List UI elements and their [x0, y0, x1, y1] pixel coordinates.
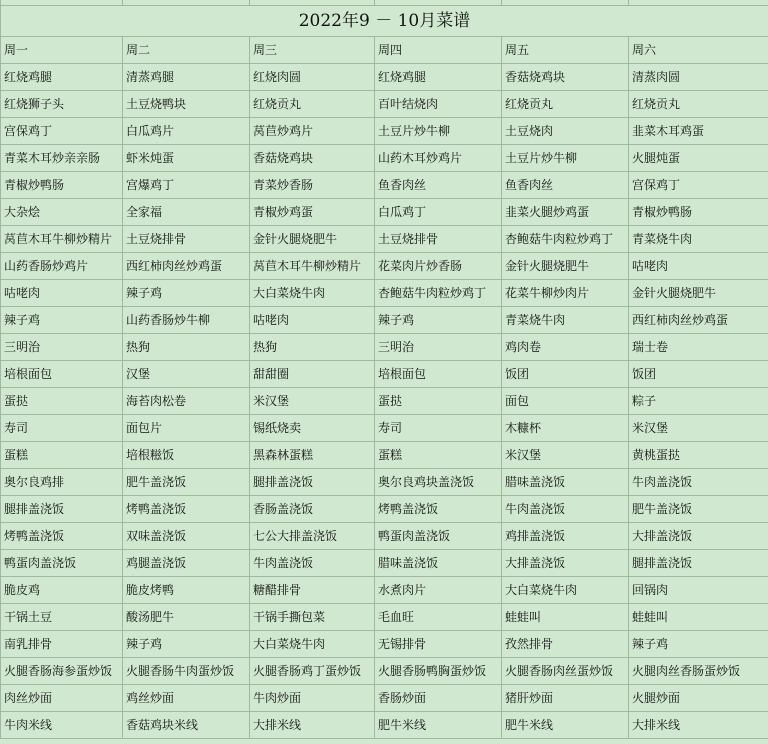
menu-cell[interactable]: 大排米线	[629, 712, 768, 739]
weekday-header[interactable]: 周四	[375, 37, 502, 64]
menu-cell[interactable]: 火腿炖蛋	[629, 145, 768, 172]
menu-cell[interactable]: 水煮肉片	[375, 577, 502, 604]
table-row	[1, 523, 768, 550]
menu-cell[interactable]: 干锅手撕包菜	[250, 604, 375, 631]
menu-cell[interactable]: 香肠炒面	[375, 685, 502, 712]
menu-cell[interactable]: 莴苣木耳牛柳炒精片	[1, 226, 123, 253]
menu-cell[interactable]: 面包	[502, 388, 629, 415]
menu-cell[interactable]: 大白菜烧牛肉	[250, 631, 375, 658]
menu-cell[interactable]: 肥牛米线	[502, 712, 629, 739]
menu-cell[interactable]: 土豆烧排骨	[123, 226, 250, 253]
menu-cell[interactable]: 青椒炒鸭肠	[1, 172, 123, 199]
menu-cell[interactable]: 腿排盖浇饭	[629, 550, 768, 577]
menu-cell[interactable]: 青椒炒鸭肠	[629, 199, 768, 226]
table-row	[1, 172, 768, 199]
table-row	[1, 226, 768, 253]
menu-cell[interactable]: 蛙蛙叫	[502, 604, 629, 631]
menu-cell[interactable]: 猪肝炒面	[502, 685, 629, 712]
menu-cell[interactable]: 米汉堡	[250, 388, 375, 415]
menu-cell[interactable]: 金针火腿烧肥牛	[629, 280, 768, 307]
menu-cell[interactable]: 腿排盖浇饭	[250, 469, 375, 496]
menu-cell[interactable]: 肥牛盖浇饭	[123, 469, 250, 496]
menu-cell[interactable]: 山药木耳炒鸡片	[375, 145, 502, 172]
table-row	[1, 199, 768, 226]
menu-cell[interactable]: 干锅土豆	[1, 604, 123, 631]
weekday-header[interactable]: 周六	[629, 37, 768, 64]
menu-cell[interactable]: 红烧贡丸	[629, 91, 768, 118]
menu-cell[interactable]: 大排米线	[250, 712, 375, 739]
menu-cell[interactable]: 青菜烧牛肉	[502, 307, 629, 334]
menu-cell[interactable]: 宫保鸡丁	[629, 172, 768, 199]
menu-cell[interactable]: 西红柿肉丝炒鸡蛋	[123, 253, 250, 280]
menu-cell[interactable]: 黄桃蛋挞	[629, 442, 768, 469]
table-row	[1, 307, 768, 334]
menu-cell[interactable]: 咕咾肉	[629, 253, 768, 280]
menu-cell[interactable]: 肥牛盖浇饭	[629, 496, 768, 523]
menu-cell[interactable]: 杏鲍菇牛肉粒炒鸡丁	[502, 226, 629, 253]
title-row	[1, 6, 768, 37]
menu-cell[interactable]: 香菇烧鸡块	[502, 64, 629, 91]
menu-cell[interactable]: 鸡丝炒面	[123, 685, 250, 712]
menu-cell[interactable]: 米汉堡	[629, 415, 768, 442]
menu-cell[interactable]: 毛血旺	[375, 604, 502, 631]
menu-cell[interactable]: 山药香肠炒牛柳	[123, 307, 250, 334]
menu-cell[interactable]: 大排盖浇饭	[502, 550, 629, 577]
menu-cell[interactable]: 木糠杯	[502, 415, 629, 442]
menu-cell[interactable]: 锡纸烧卖	[250, 415, 375, 442]
menu-cell[interactable]: 牛肉盖浇饭	[250, 550, 375, 577]
menu-cell[interactable]: 孜然排骨	[502, 631, 629, 658]
menu-cell[interactable]: 黑森林蛋糕	[250, 442, 375, 469]
menu-cell[interactable]: 红烧贡丸	[502, 91, 629, 118]
table-row	[1, 91, 768, 118]
weekday-header-row	[1, 37, 768, 64]
table-row	[1, 118, 768, 145]
menu-cell[interactable]: 山药香肠炒鸡片	[1, 253, 123, 280]
menu-cell[interactable]: 米汉堡	[502, 442, 629, 469]
menu-cell[interactable]: 莴苣木耳牛柳炒精片	[250, 253, 375, 280]
weekday-header[interactable]: 周一	[1, 37, 123, 64]
menu-cell[interactable]: 花菜牛柳炒肉片	[502, 280, 629, 307]
menu-cell[interactable]: 虾米炖蛋	[123, 145, 250, 172]
menu-cell[interactable]: 香菇鸡块米线	[123, 712, 250, 739]
menu-cell[interactable]: 蛋糕	[375, 442, 502, 469]
menu-cell[interactable]: 烤鸭盖浇饭	[375, 496, 502, 523]
table-row	[1, 253, 768, 280]
menu-cell[interactable]: 无锡排骨	[375, 631, 502, 658]
menu-cell[interactable]: 腊味盖浇饭	[375, 550, 502, 577]
menu-cell[interactable]: 莴苣炒鸡片	[250, 118, 375, 145]
menu-cell[interactable]: 全家福	[123, 199, 250, 226]
menu-cell[interactable]: 辣子鸡	[123, 280, 250, 307]
menu-cell[interactable]: 香菇烧鸡块	[250, 145, 375, 172]
menu-cell[interactable]: 酸汤肥牛	[123, 604, 250, 631]
table-row	[1, 712, 768, 739]
menu-cell[interactable]: 烤鸭盖浇饭	[1, 523, 123, 550]
sheet-title[interactable]: 2022年9 － 10月菜谱	[1, 6, 768, 37]
menu-cell[interactable]: 蛋挞	[1, 388, 123, 415]
menu-cell[interactable]: 海苔肉松卷	[123, 388, 250, 415]
menu-cell[interactable]: 红烧肉圆	[250, 64, 375, 91]
table-row	[1, 64, 768, 91]
table-row	[1, 145, 768, 172]
menu-cell[interactable]: 宫爆鸡丁	[123, 172, 250, 199]
menu-cell[interactable]: 火腿炒面	[629, 685, 768, 712]
menu-cell[interactable]: 花菜肉片炒香肠	[375, 253, 502, 280]
menu-cell[interactable]: 鸭蛋肉盖浇饭	[375, 523, 502, 550]
menu-cell[interactable]: 土豆烧肉	[502, 118, 629, 145]
menu-cell[interactable]: 白瓜鸡丁	[375, 199, 502, 226]
menu-cell[interactable]: 蛙蛙叫	[629, 604, 768, 631]
table-row	[1, 631, 768, 658]
menu-cell[interactable]: 红烧鸡腿	[1, 64, 123, 91]
menu-cell[interactable]: 火腿香肠肉丝蛋炒饭	[502, 658, 629, 685]
menu-cell[interactable]: 土豆片炒牛柳	[375, 118, 502, 145]
menu-cell[interactable]: 肥牛米线	[375, 712, 502, 739]
menu-cell[interactable]: 火腿香肠海参蛋炒饭	[1, 658, 123, 685]
menu-cell[interactable]: 牛肉盖浇饭	[502, 496, 629, 523]
menu-cell[interactable]: 金针火腿烧肥牛	[250, 226, 375, 253]
menu-cell[interactable]: 南乳排骨	[1, 631, 123, 658]
table-row	[1, 577, 768, 604]
menu-cell[interactable]: 西红柿肉丝炒鸡蛋	[629, 307, 768, 334]
menu-cell[interactable]: 奥尔良鸡排	[1, 469, 123, 496]
table-row	[1, 442, 768, 469]
table-row	[1, 388, 768, 415]
menu-cell[interactable]: 寿司	[375, 415, 502, 442]
menu-cell[interactable]: 汉堡	[123, 361, 250, 388]
menu-cell[interactable]: 大杂烩	[1, 199, 123, 226]
menu-cell[interactable]: 咕咾肉	[250, 307, 375, 334]
table-row	[1, 658, 768, 685]
menu-cell[interactable]: 清蒸鸡腿	[123, 64, 250, 91]
menu-cell[interactable]: 寿司	[1, 415, 123, 442]
menu-cell[interactable]: 甜甜圈	[250, 361, 375, 388]
menu-cell[interactable]: 瑞士卷	[629, 334, 768, 361]
menu-cell[interactable]: 辣子鸡	[123, 631, 250, 658]
menu-cell[interactable]: 宫保鸡丁	[1, 118, 123, 145]
menu-cell[interactable]: 清蒸肉圆	[629, 64, 768, 91]
table-row	[1, 496, 768, 523]
menu-cell[interactable]: 大白菜烧牛肉	[250, 280, 375, 307]
menu-cell[interactable]: 热狗	[250, 334, 375, 361]
menu-cell[interactable]: 白瓜鸡片	[123, 118, 250, 145]
menu-cell[interactable]: 火腿肉丝香肠蛋炒饭	[629, 658, 768, 685]
menu-cell[interactable]: 红烧狮子头	[1, 91, 123, 118]
menu-cell[interactable]: 香肠盖浇饭	[250, 496, 375, 523]
menu-cell[interactable]: 鸡排盖浇饭	[502, 523, 629, 550]
menu-cell[interactable]: 土豆片炒牛柳	[502, 145, 629, 172]
menu-cell[interactable]: 辣子鸡	[629, 631, 768, 658]
weekday-header[interactable]: 周五	[502, 37, 629, 64]
table-row	[1, 280, 768, 307]
menu-cell[interactable]: 青菜木耳炒亲亲肠	[1, 145, 123, 172]
menu-cell[interactable]: 糖醋排骨	[250, 577, 375, 604]
menu-cell[interactable]: 腊味盖浇饭	[502, 469, 629, 496]
menu-cell[interactable]: 蛋糕	[1, 442, 123, 469]
table-row	[1, 334, 768, 361]
table-row	[1, 550, 768, 577]
menu-cell[interactable]: 腿排盖浇饭	[1, 496, 123, 523]
menu-cell[interactable]: 蛋挞	[375, 388, 502, 415]
menu-cell[interactable]: 三明治	[1, 334, 123, 361]
menu-cell[interactable]: 土豆烧鸭块	[123, 91, 250, 118]
menu-cell[interactable]: 牛肉米线	[1, 712, 123, 739]
menu-cell[interactable]: 辣子鸡	[375, 307, 502, 334]
table-row	[1, 361, 768, 388]
menu-cell[interactable]: 韭菜木耳鸡蛋	[629, 118, 768, 145]
menu-cell[interactable]: 双味盖浇饭	[123, 523, 250, 550]
menu-cell[interactable]: 火腿香肠鸡丁蛋炒饭	[250, 658, 375, 685]
menu-cell[interactable]: 火腿香肠鸭胸蛋炒饭	[375, 658, 502, 685]
table-row	[1, 685, 768, 712]
menu-cell[interactable]: 青菜炒香肠	[250, 172, 375, 199]
menu-cell[interactable]: 百叶结烧肉	[375, 91, 502, 118]
table-row	[1, 604, 768, 631]
menu-cell[interactable]: 土豆烧排骨	[375, 226, 502, 253]
menu-cell[interactable]: 鱼香肉丝	[375, 172, 502, 199]
menu-cell[interactable]: 青菜烧牛肉	[629, 226, 768, 253]
menu-cell[interactable]: 脆皮烤鸭	[123, 577, 250, 604]
menu-cell[interactable]: 大白菜烧牛肉	[502, 577, 629, 604]
menu-cell[interactable]: 辣子鸡	[1, 307, 123, 334]
menu-cell[interactable]: 三明治	[375, 334, 502, 361]
menu-cell[interactable]: 牛肉炒面	[250, 685, 375, 712]
menu-cell[interactable]: 红烧贡丸	[250, 91, 375, 118]
menu-cell[interactable]: 饭团	[629, 361, 768, 388]
menu-cell[interactable]: 咕咾肉	[1, 280, 123, 307]
menu-cell[interactable]: 培根面包	[1, 361, 123, 388]
menu-cell[interactable]: 烤鸭盖浇饭	[123, 496, 250, 523]
menu-cell[interactable]: 培根糍饭	[123, 442, 250, 469]
weekday-header[interactable]: 周三	[250, 37, 375, 64]
menu-cell[interactable]: 面包片	[123, 415, 250, 442]
menu-cell[interactable]: 饭团	[502, 361, 629, 388]
table-row	[1, 469, 768, 496]
menu-cell[interactable]: 培根面包	[375, 361, 502, 388]
table-row	[1, 415, 768, 442]
menu-cell[interactable]: 大排盖浇饭	[629, 523, 768, 550]
menu-cell[interactable]: 韭菜火腿炒鸡蛋	[502, 199, 629, 226]
menu-cell[interactable]: 奥尔良鸡块盖浇饭	[375, 469, 502, 496]
menu-cell[interactable]: 鸡腿盖浇饭	[123, 550, 250, 577]
menu-cell[interactable]: 肉丝炒面	[1, 685, 123, 712]
menu-cell[interactable]: 青椒炒鸡蛋	[250, 199, 375, 226]
menu-cell[interactable]: 鱼香肉丝	[502, 172, 629, 199]
menu-cell[interactable]: 鸡肉卷	[502, 334, 629, 361]
menu-cell[interactable]: 杏鲍菇牛肉粒炒鸡丁	[375, 280, 502, 307]
menu-cell[interactable]: 火腿香肠牛肉蛋炒饭	[123, 658, 250, 685]
menu-cell[interactable]: 金针火腿烧肥牛	[502, 253, 629, 280]
menu-cell[interactable]: 牛肉盖浇饭	[629, 469, 768, 496]
menu-cell[interactable]: 粽子	[629, 388, 768, 415]
menu-cell[interactable]: 回锅肉	[629, 577, 768, 604]
menu-cell[interactable]: 红烧鸡腿	[375, 64, 502, 91]
weekday-header[interactable]: 周二	[123, 37, 250, 64]
menu-cell[interactable]: 脆皮鸡	[1, 577, 123, 604]
menu-cell[interactable]: 热狗	[123, 334, 250, 361]
menu-cell[interactable]: 鸭蛋肉盖浇饭	[1, 550, 123, 577]
menu-cell[interactable]: 七公大排盖浇饭	[250, 523, 375, 550]
